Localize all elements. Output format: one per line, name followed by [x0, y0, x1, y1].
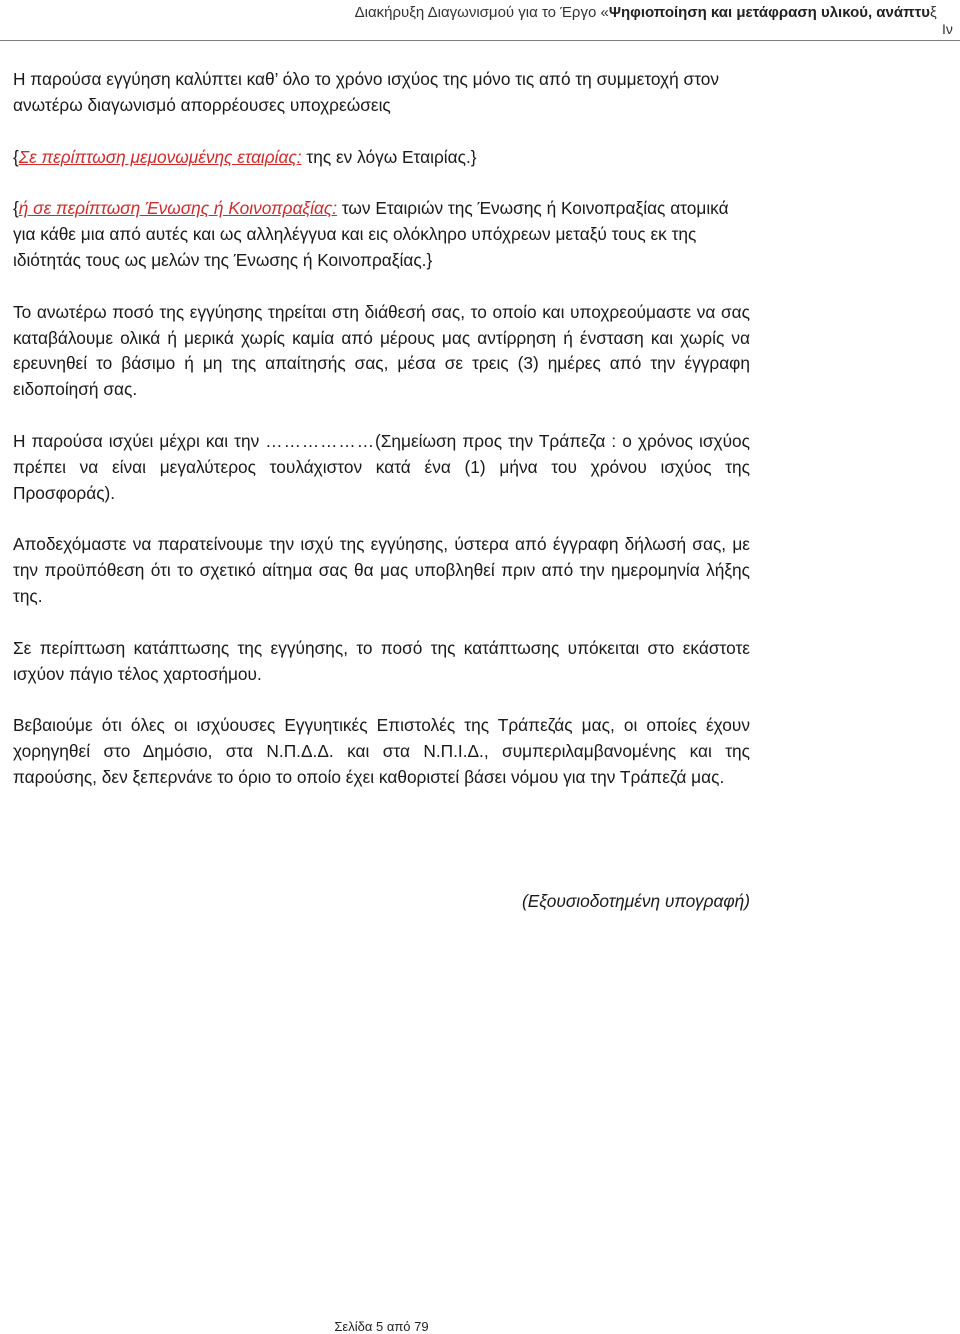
page-header [0, 0, 960, 41]
paragraph-coverage: Η παρούσα εγγύηση καλύπτει καθ’ όλο το χρόνο ισχύος της μόνο τις από τη συμμετοχή στον ανωτέρω διαγωνισμό απορρέουσες υποχρεώσεις [13, 69, 720, 115]
paragraph-single-company [13, 145, 750, 171]
header-title [355, 3, 940, 23]
consortium-condition: ή σε περίπτωση Ένωσης ή Κοινοπραξίας: [18, 198, 338, 219]
paragraph-forfeiture: Σε περίπτωση κατάπτωσης της εγγύησης, το ποσό της κατάπτωσης υπόκειται στο εκάστοτε ισχύον πάγιο τέλος χαρτοσήμου. [13, 637, 750, 684]
document-body [13, 67, 750, 817]
validity-start: Η παρούσα ισχύει μέχρι και την [13, 430, 266, 451]
header-title-bold: Ψηφιοποίηση και μετάφραση υλικού, ανάπτυ [608, 4, 930, 21]
page-number: Σελίδα 5 από 79 [334, 1319, 429, 1334]
single-company-condition: Σε περίπτωση μεμονωμένης εταιρίας: [18, 146, 302, 167]
paragraph-extension: Αποδεχόμαστε να παρατείνουμε την ισχύ της εγγύησης, ύστερα από έγγραφη δήλωσή σας, με την προϋπόθεση ότι το σχετικό αίτημα σας θα μας υποβληθεί πριν από την ημερομηνία λήξης της. [13, 534, 750, 606]
paragraph-validity [13, 429, 750, 506]
header-title-cut: ξ [930, 4, 937, 21]
validity-date-blank: ……………… [265, 430, 375, 451]
header-title-prefix: Διακήρυξη Διαγωνισμού για το Έργο « [354, 4, 609, 21]
paragraph-payment: Το ανωτέρω ποσό της εγγύησης τηρείται στη διάθεσή σας, το οποίο και υποχρεούμαστε να σας καταβάλουμε ολικά ή μερικά χωρίς καμία από μέρους μας αντίρρηση ή ένσταση και χωρίς να ερευνηθεί το βάσιμο ή μη της απαίτησής σας, μέσα σε τρεις (3) ημέρες από την έγγραφη ειδοποίησή σας. [13, 301, 750, 400]
consortium-text: των Εταιριών της Ένωσης ή Κοινοπραξίας ατομικά για κάθε μια από αυτές και ως αλληλέγγυα και εις ολόκληρο υπόχρεων μεταξύ τους εκ της ιδιότητάς τους ως μελών της Ένωσης ή Κοινοπραξίας.} [13, 198, 729, 270]
paragraph-confirmation: Βεβαιούμε ότι όλες οι ισχύουσες Εγγυητικές Επιστολές της Τράπεζάς μας, οι οποίες έχουν χορηγηθεί στο Δημόσιο, στα Ν.Π.Δ.Δ. και στα Ν.Π.Ι.Δ., συμπεριλαμβανομένης και της παρούσης, δεν ξεπερνάνε το όριο το οποίο έχει καθοριστεί βάσει νόμου για την Τράπεζά μας. [13, 715, 750, 787]
single-company-text: της εν λόγω Εταιρίας.} [301, 146, 477, 167]
signature-label: (Εξουσιοδοτημένη υπογραφή) [521, 891, 750, 911]
validity-note: (Σημείωση προς την Τράπεζα : ο χρόνος ισχύος πρέπει να είναι μεγαλύτερος τουλάχιστον κατά ένα (1) μήνα του χρόνου ισχύος της Προσφοράς). [13, 430, 750, 503]
brace-open: { [13, 146, 19, 167]
paragraph-consortium [13, 196, 750, 273]
brace-open: { [13, 198, 19, 219]
header-right-fragment: Ιν [942, 21, 953, 37]
